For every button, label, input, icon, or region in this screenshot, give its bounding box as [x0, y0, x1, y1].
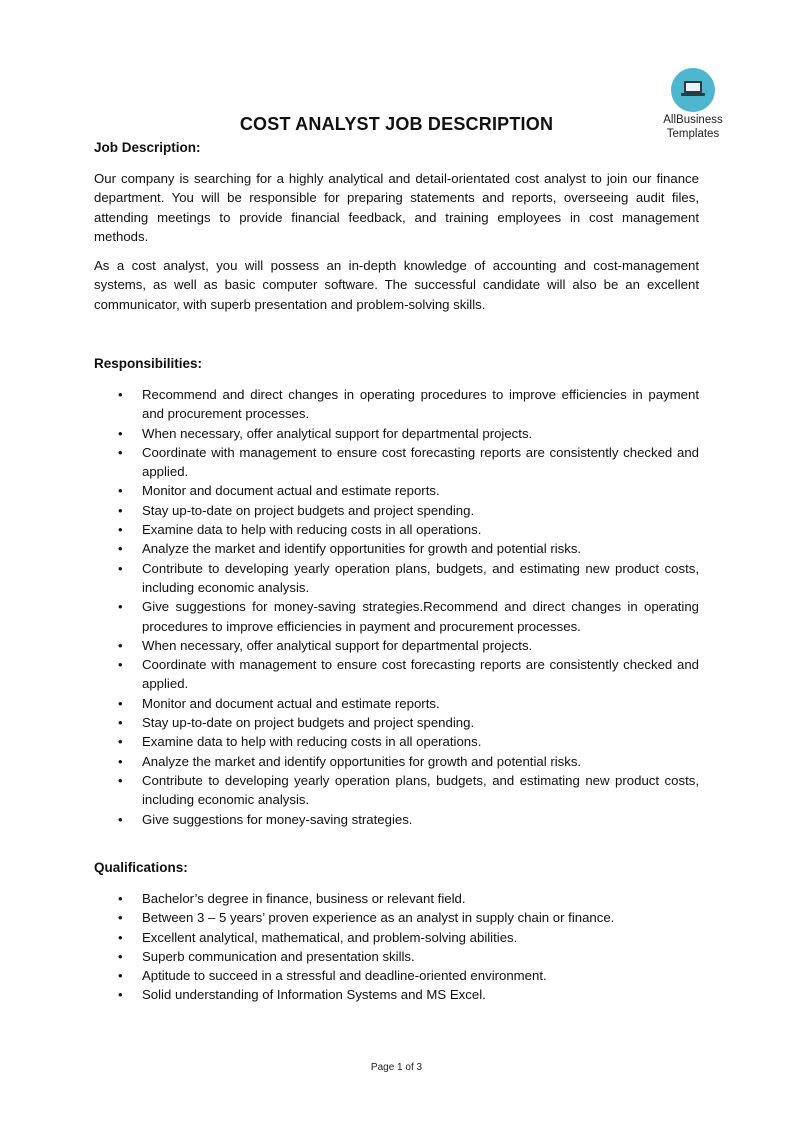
list-item: • Stay up-to-date on project budgets and project spending. — [94, 713, 699, 732]
logo-text-line1: AllBusiness — [663, 114, 723, 126]
list-item: • Give suggestions for money-saving strategies.Recommend and direct changes in operating procedures to improve efficiencies in payment and procurement processes. — [94, 597, 699, 636]
list-item: • Excellent analytical, mathematical, and problem-solving abilities. — [94, 928, 699, 947]
list-item: • Monitor and document actual and estimate reports. — [94, 694, 699, 713]
list-item: • Coordinate with management to ensure cost forecasting reports are consistently checked and applied. — [94, 655, 699, 694]
list-item: • Between 3 – 5 years’ proven experience as an analyst in supply chain or finance. — [94, 908, 699, 927]
list-item: • When necessary, offer analytical support for departmental projects. — [94, 424, 699, 443]
list-item: • Monitor and document actual and estimate reports. — [94, 481, 699, 500]
list-item: • Bachelor’s degree in finance, business or relevant field. — [94, 889, 699, 908]
list-item: • Contribute to developing yearly operation plans, budgets, and estimating new product costs, including economic analysis. — [94, 559, 699, 598]
job-description-paragraph-2: As a cost analyst, you will possess an in-depth knowledge of accounting and cost-management systems, as well as basic computer software. The successful candidate will also be an excellent communicator, with superb presentation and problem-solving skills. — [94, 258, 699, 312]
list-item: • Analyze the market and identify opportunities for growth and potential risks. — [94, 752, 699, 771]
job-description-heading: Job Description: — [94, 140, 201, 155]
laptop-icon — [671, 68, 715, 112]
list-item: • Give suggestions for money-saving strategies. — [94, 810, 699, 829]
list-item: • Stay up-to-date on project budgets and project spending. — [94, 501, 699, 520]
list-item: • Coordinate with management to ensure cost forecasting reports are consistently checked and applied. — [94, 443, 699, 482]
page-title: COST ANALYST JOB DESCRIPTION — [239, 114, 554, 134]
logo-text-line2: Templates — [666, 128, 720, 140]
responsibilities-list — [94, 385, 699, 829]
list-item: • Analyze the market and identify opportunities for growth and potential risks. — [94, 539, 699, 558]
list-item: • Recommend and direct changes in operating procedures to improve efficiencies in payment and procurement processes. — [94, 385, 699, 424]
list-item: • Solid understanding of Information Systems and MS Excel. — [94, 985, 699, 1004]
qualifications-heading: Qualifications: — [94, 860, 188, 875]
list-item: • Examine data to help with reducing costs in all operations. — [94, 520, 699, 539]
list-item: • Aptitude to succeed in a stressful and deadline-oriented environment. — [94, 966, 699, 985]
job-description-paragraph-1: Our company is searching for a highly analytical and detail-orientated cost analyst to join our finance department. You will be responsible for preparing statements and reports, overseeing audit files, attending meetings to provide financial feedback, and training employees in cost management methods. — [94, 171, 699, 244]
responsibilities-heading: Responsibilities: — [94, 356, 203, 371]
page-number-footer: Page 1 of 3 — [370, 1062, 423, 1073]
qualifications-list — [94, 889, 699, 1005]
list-item: • Superb communication and presentation skills. — [94, 947, 699, 966]
list-item: • When necessary, offer analytical support for departmental projects. — [94, 636, 699, 655]
list-item: • Contribute to developing yearly operation plans, budgets, and estimating new product costs, including economic analysis. — [94, 771, 699, 810]
list-item: • Examine data to help with reducing costs in all operations. — [94, 732, 699, 751]
